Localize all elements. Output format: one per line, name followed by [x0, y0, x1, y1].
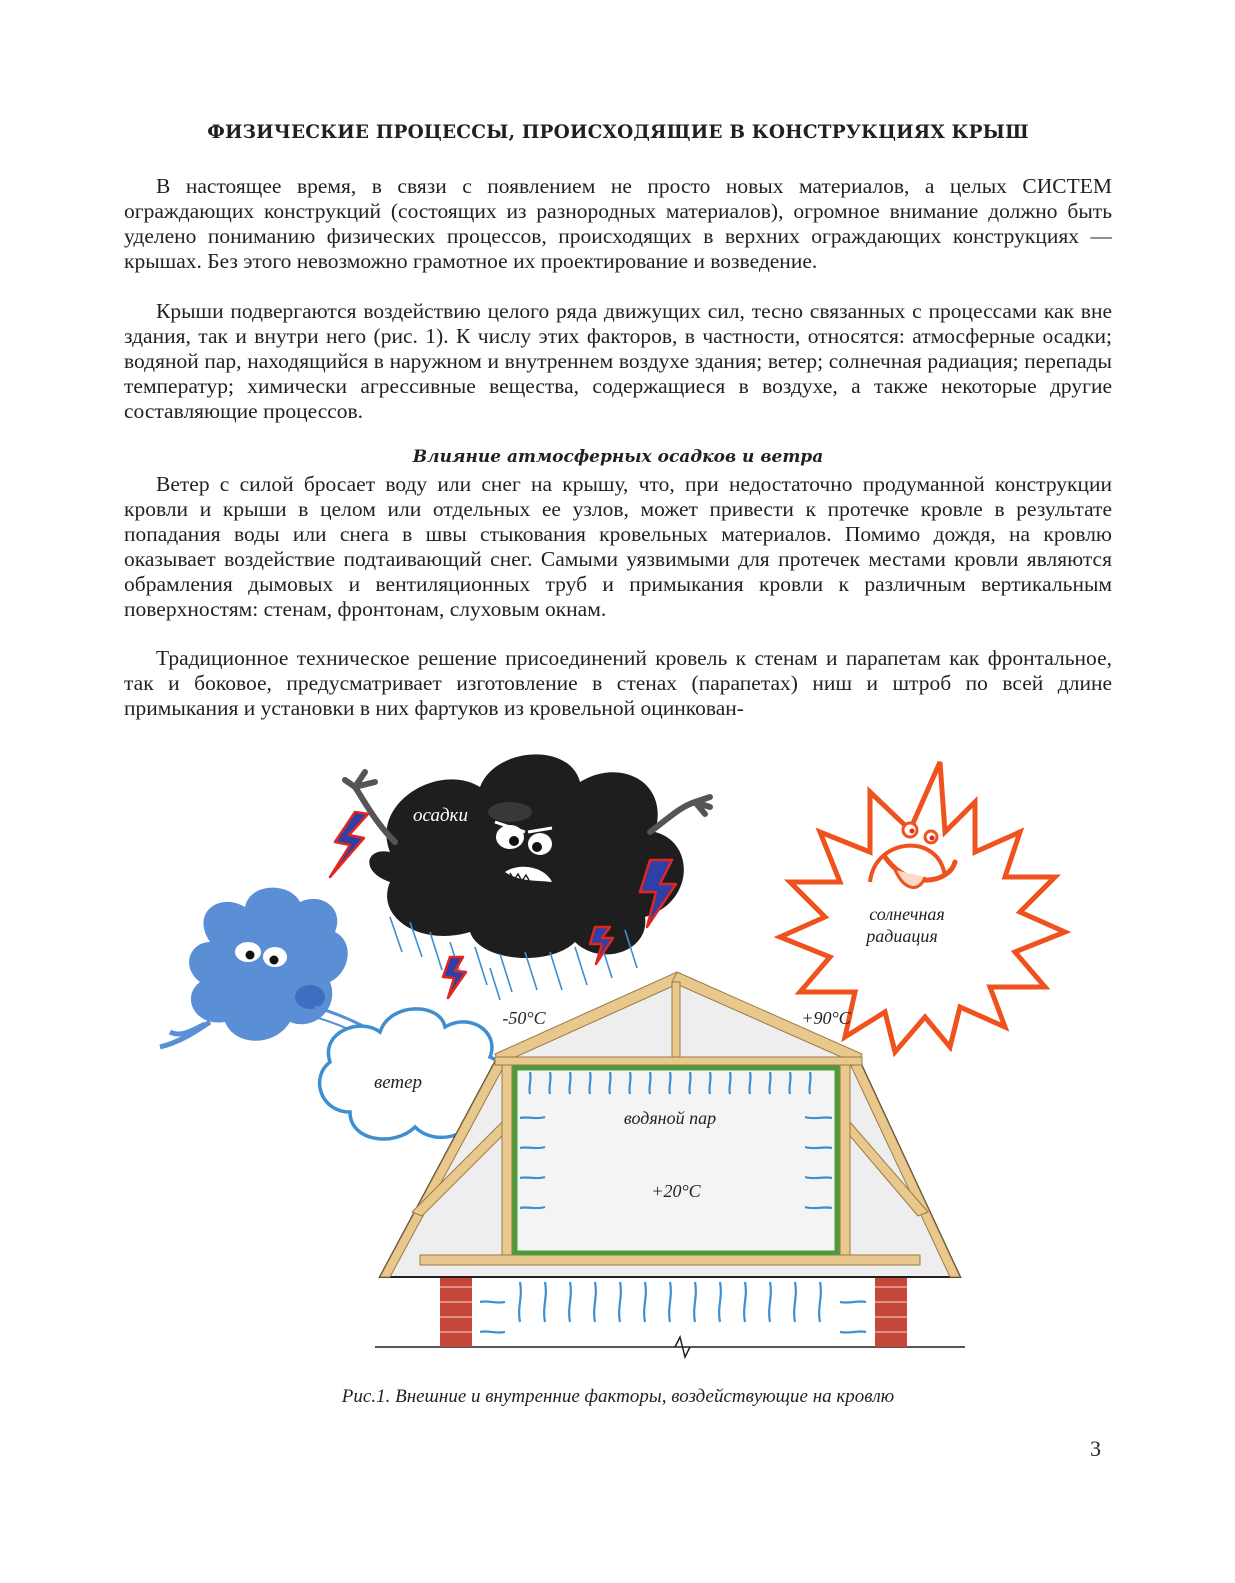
roof-factors-figure [150, 742, 1090, 1382]
temp-hot-label: +90°C [801, 1008, 851, 1028]
section-subheading: Влияние атмосферных осадков и ветра [412, 447, 824, 467]
temp-cold-label: -50°C [502, 1008, 546, 1028]
paragraph-4: Традиционное техническое решение присоединений кровель к стенам и парапетам как фронтальное, так и боковое, предусматривает изготовление в стенах (парапетах) ниш и штроб по всей длине примыкания и установки в них фартуков из кровельной оцинкован- [124, 646, 1112, 720]
temp-inside-label: +20°C [651, 1181, 701, 1201]
precipitation-label: осадки [413, 805, 468, 826]
solar-label-line1: солнечная [869, 904, 945, 924]
solar-label-line2: радиация [866, 926, 938, 946]
paragraph-1: В настоящее время, в связи с появлением не просто новых материалов, а целых СИСТЕМ ограждающих конструкций (состоящих из разнородных материалов), огромное внимание должно быть уделено пониманию физических процессов, происходящих в верхних ограждающих конструкциях — крышах. Без этого невозможно грамотное их проектирование и возведение. [124, 174, 1112, 273]
figure-caption: Рис.1. Внешние и внутренние факторы, воздействующие на кровлю [341, 1386, 895, 1407]
wind-label: ветер [373, 1072, 423, 1093]
page-number: 3 [1090, 1436, 1101, 1461]
brick-wall-icon [440, 1272, 907, 1347]
paragraph-2: Крыши подвергаются воздействию целого ряда движущих сил, тесно связанных с процессами как вне здания, так и внутри него (рис. 1). К числу этих факторов, в частности, относятся: атмосферные осадки; водяной пар, находящийся в наружном и внутреннем воздухе здания; ветер; солнечная радиация; перепады температур; химически агрессивные вещества, содержащиеся в воздухе, а также некоторые другие составляющие процессов. [124, 299, 1112, 423]
vapor-label: водяной пар [623, 1108, 717, 1128]
paragraph-3: Ветер с силой бросает воду или снег на крышу, что, при недостаточно продуманной конструкции кровли и крыши в целом или отдельных ее узлов, может привести к протечке кровле в результате попадания воды или снега в швы стыкования кровельных материалов. Помимо дождя, на кровлю оказывает воздействие подтаивающий снег. Самыми уязвимыми для протечек местами кровли являются обрамления дымовых и вентиляционных труб и примыкания кровли к различным вертикальным поверхностям: стенам, фронтонам, слуховым окнам. [124, 472, 1112, 621]
page-title: ФИЗИЧЕСКИЕ ПРОЦЕССЫ, ПРОИСХОДЯЩИЕ В КОНСТРУКЦИЯХ КРЫШ [207, 122, 1029, 143]
